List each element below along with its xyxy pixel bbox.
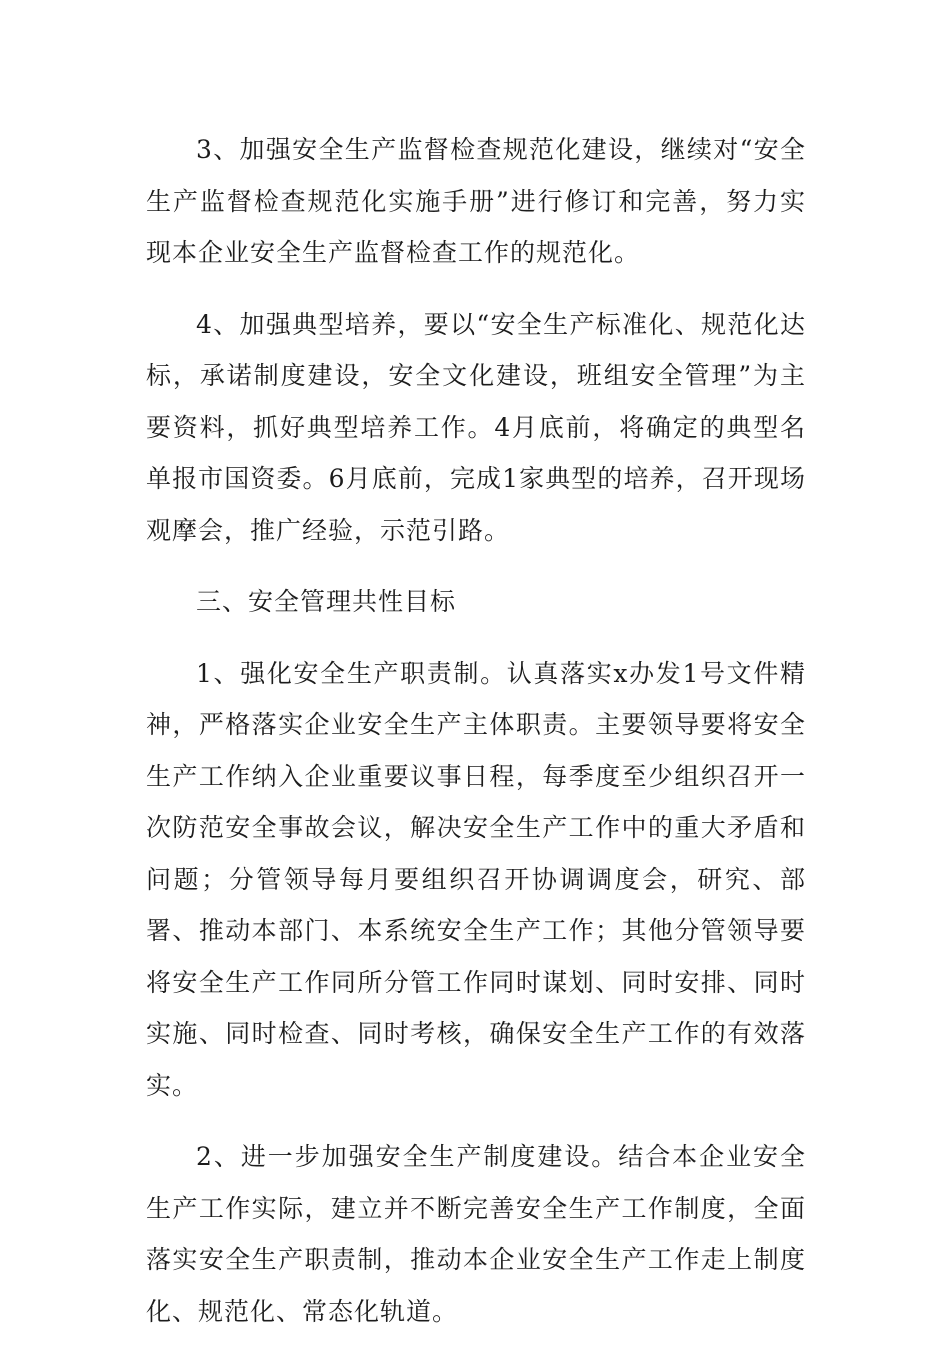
paragraph-item-2: 2、进一步加强安全生产制度建设。结合本企业安全生产工作实际，建立并不断完善安全生产工作制度，全面落实安全生产职责制，推动本企业安全生产工作走上制度化、规范化、常态化轨道。 [146,1142,806,1326]
paragraph-item-4: 4、加强典型培养，要以“安全生产标准化、规范化达标，承诺制度建设，安全文化建设，班组安全管理”为主要资料，抓好典型培养工作。4月底前，将确定的典型名单报市国资委。6月底前，完成1家典型的培养，召开现场观摩会，推广经验，示范引路。 [146,309,806,545]
paragraph-item-3: 3、加强安全生产监督检查规范化建设，继续对“安全生产监督检查规范化实施手册”进行修订和完善，努力实现本企业安全生产监督检查工作的规范化。 [146,135,806,267]
document-body [146,124,806,1357]
paragraph-item-1: 1、强化安全生产职责制。认真落实x办发1号文件精神，严格落实企业安全生产主体职责。主要领导要将安全生产工作纳入企业重要议事日程，每季度至少组织召开一次防范安全事故会议，解决安全生产工作中的重大矛盾和问题；分管领导每月要组织召开协调调度会，研究、部署、推动本部门、本系统安全生产工作；其他分管领导要将安全生产工作同所分管工作同时谋划、同时安排、同时实施、同时检查、同时考核，确保安全生产工作的有效落实。 [146,658,806,1100]
section-heading-3: 三、安全管理共性目标 [196,587,457,616]
